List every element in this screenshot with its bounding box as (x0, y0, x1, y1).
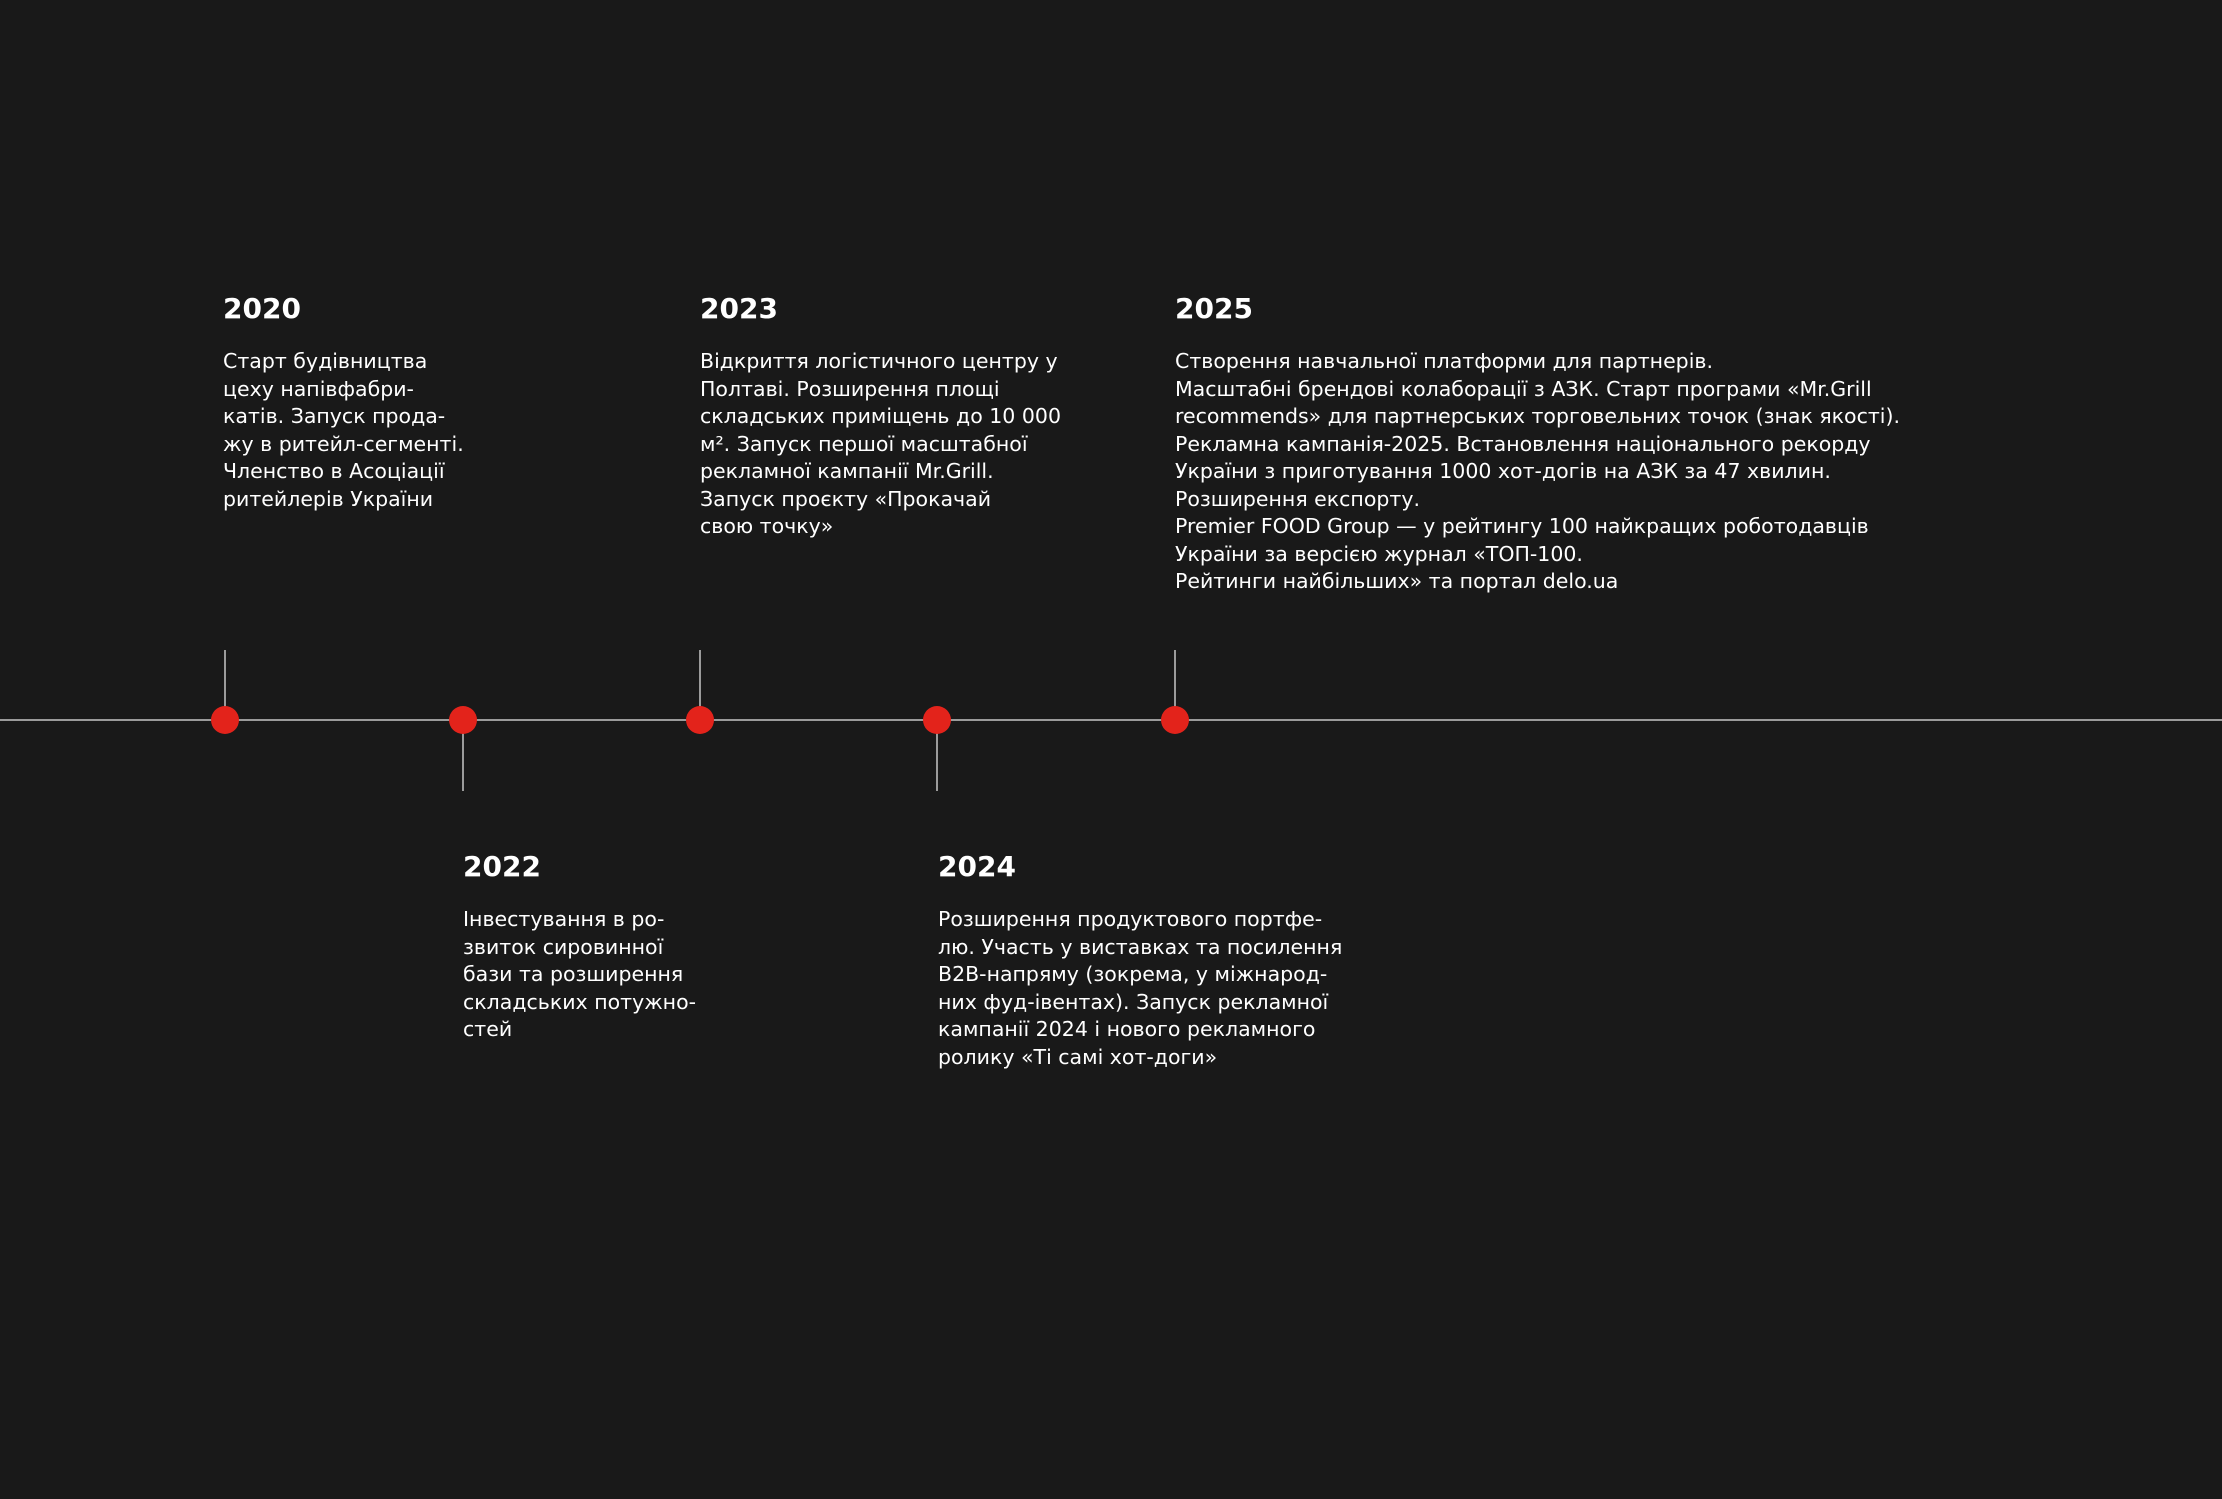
timeline-axis-line (0, 719, 2222, 721)
event-description: Створення навчальної платформи для партнерів. Масштабні брендові колаборації з АЗК. Старт програми «Mr.Grill recommends» для партнерських торговельних точок (знак якості). Рекламна кампанія-2025. Встановлення національного рекорду України з приготування 1000 хот-догів на АЗК за 47 хвилин. Розширення експорту. Premier FOOD Group — у рейтингу 100 найкращих роботодавців України за версією журнал «ТОП-100. Рейтинги найбільших» та портал delo.ua (1175, 349, 1901, 593)
timeline-event-2024 (938, 850, 1418, 1071)
marker-dot-2020 (211, 706, 239, 734)
timeline-event-2020 (223, 292, 523, 513)
event-description: Розширення продуктового портфе- лю. Участь у виставках та посилення B2B-напряму (зокрема, у міжнарод- них фуд-івентах). Запуск рекламної кампанії 2024 і нового рекламного ролику «Ті самі хот-доги» (938, 907, 1343, 1069)
event-year: 2025 (1175, 292, 1253, 325)
marker-dot-2022 (449, 706, 477, 734)
event-description: Відкриття логістичного центру у Полтаві. Розширення площі складських приміщень до 10 000 м². Запуск першої масштабної рекламної кампанії Mr.Grill. Запуск проєкту «Прокачай свою точку» (700, 349, 1061, 538)
event-description: Інвестування в ро- звиток сировинної бази та розширення складських потужно- стей (463, 907, 697, 1041)
event-year: 2020 (223, 292, 301, 325)
marker-dot-2023 (686, 706, 714, 734)
marker-dot-2024 (923, 706, 951, 734)
event-year: 2023 (700, 292, 778, 325)
timeline-event-2022 (463, 850, 763, 1044)
event-description: Старт будівництва цеху напівфабри- катів. Запуск прода- жу в ритейл-сегменті. Членство в Асоціації ритейлерів України (223, 349, 464, 511)
event-year: 2022 (463, 850, 541, 883)
marker-dot-2025 (1161, 706, 1189, 734)
event-year: 2024 (938, 850, 1016, 883)
timeline-event-2023 (700, 292, 1120, 541)
timeline-event-2025 (1175, 292, 2035, 596)
